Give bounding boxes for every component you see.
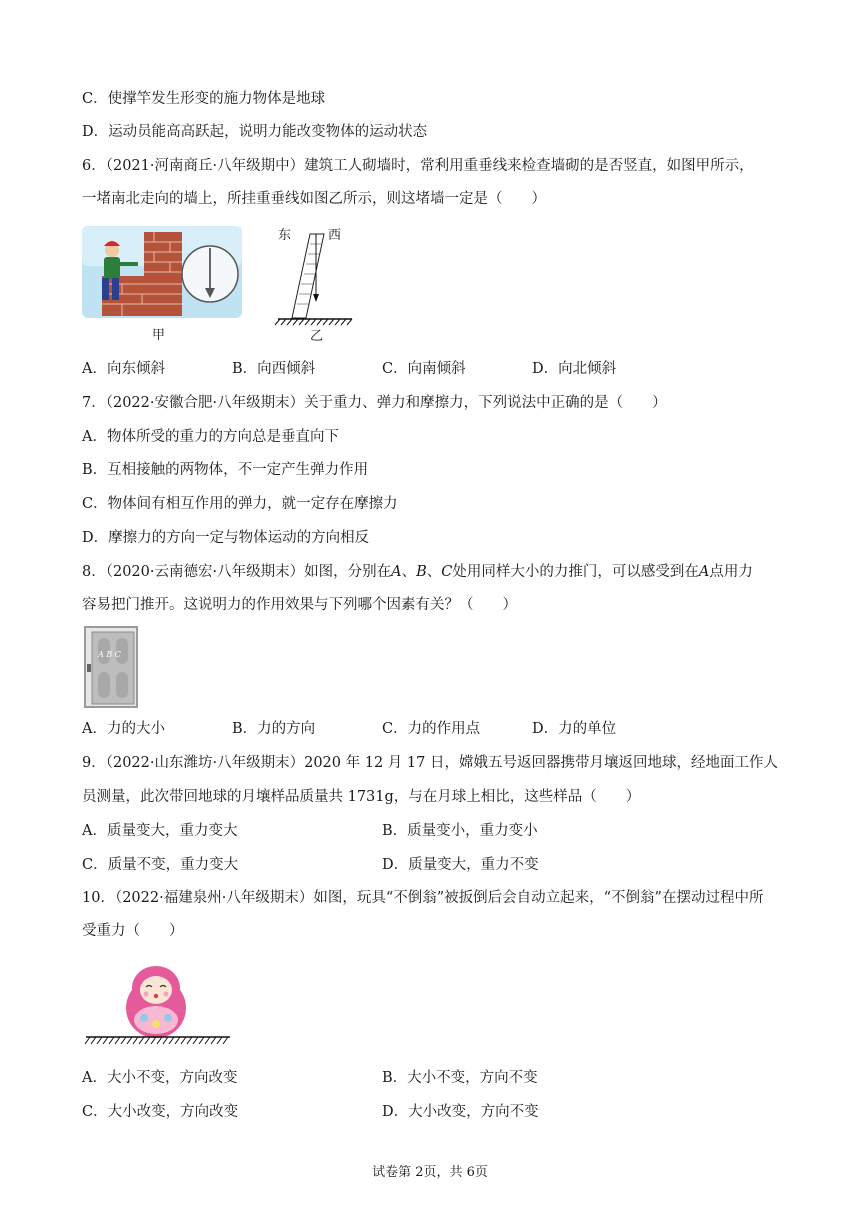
q10-option-a: A．大小不变，方向改变 [82, 1070, 238, 1086]
q5-option-c: C．使撑竿发生形变的施力物体是地球 [82, 91, 326, 107]
q8-point-c: C [441, 564, 453, 580]
page-footer: 试卷第 2页，共 6页 [372, 1165, 488, 1180]
q10-option-b: B．大小不变，方向不变 [382, 1070, 538, 1086]
q7-stem: 7．（2022·安徽合肥·八年级期末）关于重力、弹力和摩擦力，下列说法中正确的是（ ） [82, 395, 667, 411]
q9-option-d: D．质量变大，重力不变 [382, 857, 539, 873]
q6-figure-jia-label: 甲 [152, 328, 166, 343]
q10-option-d: D．大小改变，方向不变 [382, 1104, 539, 1120]
q8-door-figure [84, 626, 138, 708]
q8-stem-line1 [82, 562, 753, 582]
q9-stem-line1: 9．（2022·山东潍坊·八年级期末）2020 年 12 月 17 日，嫦娥五号返回器携带月壤返回地球，经地面工作人 [82, 755, 778, 771]
q6-figure-yi-west-label: 西 [328, 228, 342, 243]
q8-door-letters: A B C [98, 650, 121, 659]
q7-option-c: C．物体间有相互作用的弹力，就一定存在摩擦力 [82, 496, 398, 512]
roly-poly-toy-illustration [84, 960, 234, 1050]
q8-point-a: A [391, 564, 402, 580]
q6-figure-yi-east-label: 东 [278, 228, 292, 243]
q9-option-c: C．质量不变，重力变大 [82, 857, 239, 873]
q10-stem-line1: 10．（2022·福建泉州·八年级期末）如图，玩具“不倒翁”被扳倒后会自动立起来，“不倒翁”在摆动过程中所 [82, 890, 764, 906]
q7-option-b: B．互相接触的两物体，不一定产生弹力作用 [82, 462, 369, 478]
q7-option-a: A．物体所受的重力的方向总是垂直向下 [82, 429, 339, 445]
q8-option-b: B．力的方向 [232, 721, 316, 737]
q6-option-c: C．向南倾斜 [382, 361, 466, 377]
door-illustration [84, 626, 138, 708]
q8-option-c: C．力的作用点 [382, 721, 481, 737]
q7-option-d: D．摩擦力的方向一定与物体运动的方向相反 [82, 530, 370, 546]
q6-figure-yi-label: 乙 [310, 329, 324, 344]
q6-option-b: B．向西倾斜 [232, 361, 316, 377]
q8-separator: 、 [426, 564, 442, 580]
q8-point-b: B [416, 564, 427, 580]
q8-option-d: D．力的单位 [532, 721, 617, 737]
worker-laying-bricks-illustration [82, 226, 242, 318]
q5-option-d: D．运动员能高高跃起，说明力能改变物体的运动状态 [82, 124, 428, 140]
q9-option-b: B．质量变小，重力变小 [382, 823, 538, 839]
q8-stem-part1: 8．（2020·云南德宏·八年级期末）如图，分别在 [82, 564, 392, 580]
q6-option-d: D．向北倾斜 [532, 361, 617, 377]
q8-separator: 、 [401, 564, 417, 580]
q6-stem-line1: 6．（2021·河南商丘·八年级期中）建筑工人砌墙时，常利用重垂线来检查墙砌的是否竖直，如图甲所示， [82, 158, 754, 174]
q6-figure-jia [82, 226, 242, 318]
q6-stem-line2: 一堵南北走向的墙上，所挂重垂线如图乙所示，则这堵墙一定是（ ） [82, 191, 546, 207]
q10-tumbler-figure [84, 960, 234, 1050]
q8-stem-line2: 容易把门推开。这说明力的作用效果与下列哪个因素有关？（ ） [82, 597, 517, 613]
q10-stem-line2: 受重力（ ） [82, 923, 184, 939]
q8-stem-part2: 处用同样大小的力推门，可以感受到在 [452, 564, 699, 580]
q10-option-c: C．大小改变，方向改变 [82, 1104, 239, 1120]
q8-point-a-ref: A [698, 564, 710, 580]
q8-option-a: A．力的大小 [82, 721, 165, 737]
q9-option-a: A．质量变大，重力变大 [82, 823, 238, 839]
q9-stem-line2: 员测量，此次带回地球的月壤样品质量共 1731g，与在月球上相比，这些样品（ ） [82, 789, 641, 805]
q8-stem-part3: 点用力 [709, 564, 753, 580]
q6-option-a: A．向东倾斜 [82, 361, 165, 377]
